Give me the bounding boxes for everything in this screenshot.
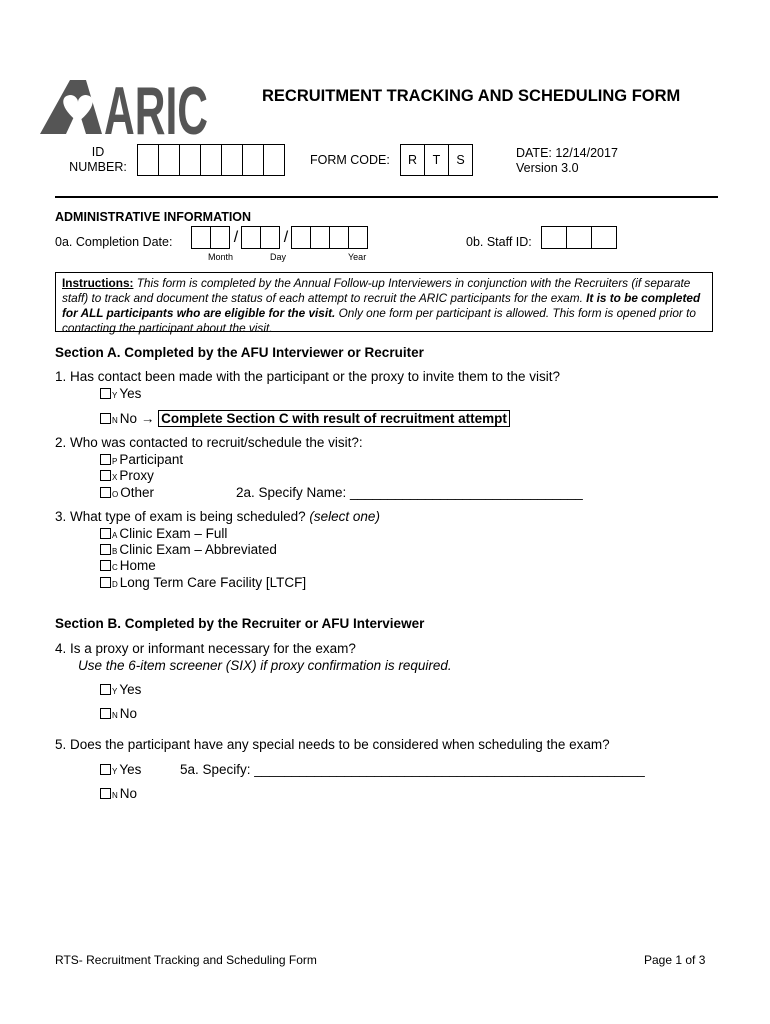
day-box[interactable] — [241, 226, 261, 249]
instructions-emphasis: It is to be completed for ALL participants who are eligible for the visit. — [62, 291, 701, 320]
divider — [55, 196, 718, 198]
instructions-text: This form is completed by the Annual Follow-up Interviewers in conjunction with the Recruiters (if separate staff) to track and document the status of each attempt to recruit the ARIC participants for the exam. — [62, 276, 691, 305]
q2-participant-option[interactable]: P Participant — [100, 452, 183, 467]
form-code-boxes — [401, 144, 473, 176]
month-label: Month — [208, 252, 234, 262]
id-box[interactable] — [200, 144, 222, 176]
form-version: Version 3.0 — [516, 161, 579, 175]
instructions-lead: Instructions: — [62, 276, 134, 290]
checkbox[interactable] — [100, 544, 111, 555]
form-code-cell: T — [424, 144, 449, 176]
checkbox[interactable] — [100, 708, 111, 719]
q3-option-c[interactable]: C Home — [100, 558, 156, 573]
q3-option-a[interactable]: A Clinic Exam – Full — [100, 526, 227, 541]
q5-yes-option[interactable]: Y Yes — [100, 762, 141, 777]
checkbox[interactable] — [100, 413, 111, 424]
id-number-boxes[interactable] — [138, 144, 285, 176]
instructions-text-2: Only one form per participant is allowed. This form is opened prior to contacting the participant about the visit. — [62, 306, 696, 335]
q2-proxy-option[interactable]: X Proxy — [100, 468, 154, 483]
q4-no-option[interactable]: N No — [100, 706, 137, 721]
logo-text: ARIC — [104, 73, 208, 149]
checkbox[interactable] — [100, 788, 111, 799]
id-box[interactable] — [137, 144, 159, 176]
instructions-box — [55, 272, 713, 335]
form-code-cell: R — [400, 144, 425, 176]
arrow-right-icon: → — [140, 411, 155, 426]
form-date: DATE: 12/14/2017 — [516, 146, 618, 160]
q5-no-option[interactable]: N No — [100, 786, 137, 801]
checkbox[interactable] — [100, 528, 111, 539]
year-box[interactable] — [291, 226, 311, 249]
question-1: 1. Has contact been made with the participant or the proxy to invite them to the visit? — [55, 369, 561, 384]
month-box[interactable] — [210, 226, 230, 249]
form-code-cell: S — [448, 144, 473, 176]
staff-id-box[interactable] — [591, 226, 617, 249]
section-a-heading: Section A. Completed by the AFU Interviewer or Recruiter — [55, 345, 424, 360]
checkbox[interactable] — [100, 764, 111, 775]
staff-id-label: 0b. Staff ID: — [466, 235, 532, 249]
checkbox[interactable] — [100, 487, 111, 498]
year-box[interactable] — [348, 226, 368, 249]
date-separator: / — [233, 229, 239, 246]
question-3: 3. What type of exam is being scheduled? (select one) — [55, 509, 380, 524]
id-box[interactable] — [263, 144, 285, 176]
day-label: Day — [270, 252, 287, 262]
month-box[interactable] — [191, 226, 211, 249]
staff-id-box[interactable] — [541, 226, 567, 249]
q1-yes-option[interactable]: Y Yes — [100, 386, 141, 401]
q3-note: (select one) — [309, 509, 380, 524]
question-5: 5. Does the participant have any special needs to be considered when scheduling the exam? — [55, 737, 610, 752]
q4-yes-option[interactable]: Y Yes — [100, 682, 141, 697]
checkbox[interactable] — [100, 454, 111, 465]
q2-other-option[interactable]: O Other — [100, 485, 154, 500]
completion-date-label: 0a. Completion Date: — [55, 235, 173, 249]
id-box[interactable] — [158, 144, 180, 176]
id-box[interactable] — [179, 144, 201, 176]
date-separator: / — [283, 229, 289, 246]
q2a-specify-name-field[interactable]: 2a. Specify Name: _______________________________ — [236, 485, 583, 500]
skip-instruction: Complete Section C with result of recruitment attempt — [158, 410, 510, 427]
q1-no-option[interactable]: N No → Complete Section C with result of recruitment attempt — [100, 411, 510, 426]
date-version — [516, 146, 618, 176]
id-box[interactable] — [242, 144, 264, 176]
footer-page-number: Page 1 of 3 — [644, 953, 706, 967]
year-label: Year — [348, 252, 367, 262]
staff-id-box[interactable] — [566, 226, 592, 249]
question-2: 2. Who was contacted to recruit/schedule the visit?: — [55, 435, 363, 450]
checkbox[interactable] — [100, 577, 111, 588]
staff-id-boxes[interactable] — [542, 226, 617, 249]
footer-form-name: RTS- Recruitment Tracking and Scheduling Form — [55, 953, 317, 967]
question-4: 4. Is a proxy or informant necessary for the exam? — [55, 641, 356, 656]
checkbox[interactable] — [100, 560, 111, 571]
checkbox[interactable] — [100, 470, 111, 481]
year-box[interactable] — [310, 226, 330, 249]
completion-date-input[interactable] — [192, 226, 368, 249]
form-title: RECRUITMENT TRACKING AND SCHEDULING FORM — [262, 87, 681, 105]
checkbox[interactable] — [100, 388, 111, 399]
q3-option-d[interactable]: D Long Term Care Facility [LTCF] — [100, 575, 306, 590]
q3-option-b[interactable]: B Clinic Exam – Abbreviated — [100, 542, 277, 557]
q5a-specify-field[interactable]: 5a. Specify: ____________________________________________________ — [180, 762, 645, 777]
form-code-label: FORM CODE: — [310, 153, 390, 167]
year-box[interactable] — [329, 226, 349, 249]
admin-heading: ADMINISTRATIVE INFORMATION — [55, 210, 252, 224]
aric-logo — [40, 73, 210, 149]
id-box[interactable] — [221, 144, 243, 176]
section-b-heading: Section B. Completed by the Recruiter or AFU Interviewer — [55, 616, 425, 631]
id-number-label: ID NUMBER: — [69, 145, 127, 174]
checkbox[interactable] — [100, 684, 111, 695]
q4-note: Use the 6-item screener (SIX) if proxy confirmation is required. — [78, 658, 452, 673]
day-box[interactable] — [260, 226, 280, 249]
